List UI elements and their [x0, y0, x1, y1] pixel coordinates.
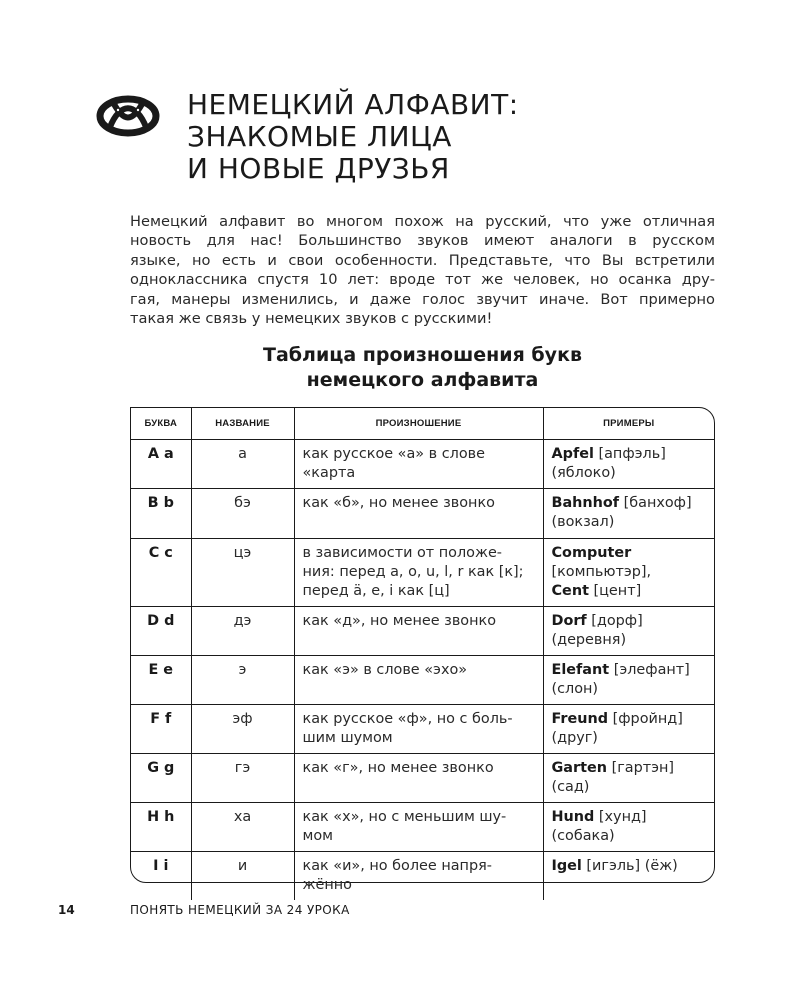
pronunciation-line: в зависимости от положе-	[302, 545, 502, 561]
example-line	[552, 513, 707, 532]
table-row	[131, 852, 714, 901]
letter-name-cell: ха	[191, 803, 294, 852]
letter-cell: C c	[131, 539, 191, 607]
column-header-examples: ПРИМЕРЫ	[543, 408, 714, 440]
pronunciation-line: жённо	[302, 877, 352, 893]
pronunciation-line: как русское «а» в слове	[302, 446, 485, 462]
table-row	[131, 489, 714, 539]
example-transcription: [банхоф]	[619, 495, 692, 511]
pronunciation-cell	[294, 607, 543, 656]
chapter-title	[187, 89, 519, 185]
examples-cell	[543, 656, 714, 705]
examples-cell	[543, 607, 714, 656]
letter-cell: H h	[131, 803, 191, 852]
examples-cell	[543, 489, 714, 539]
letter-name-cell: дэ	[191, 607, 294, 656]
chapter-title-line: ЗНАКОМЫЕ ЛИЦА	[187, 120, 452, 153]
running-footer: ПОНЯТЬ НЕМЕЦКИЙ ЗА 24 УРОКА	[130, 903, 350, 917]
example-line	[552, 827, 707, 846]
example-transcription: (собака)	[551, 828, 615, 844]
letter-cell: I i	[131, 852, 191, 901]
example-transcription: (яблоко)	[551, 465, 616, 481]
example-word: Apfel	[551, 446, 594, 462]
table-title-line: немецкого алфавита	[306, 369, 539, 391]
pronunciation-cell	[294, 803, 543, 852]
example-transcription: [игэль] (ёж)	[581, 858, 678, 874]
example-transcription: [элефант]	[609, 662, 690, 678]
example-transcription: [цент]	[588, 583, 642, 599]
example-transcription: [гартэн]	[607, 760, 675, 776]
example-word: Computer	[551, 545, 632, 561]
example-line	[552, 631, 707, 650]
intro-line: гая, манеры изменились, и даже голос звучит иначе. Вот примерно	[130, 290, 715, 308]
pronunciation-line: перед ä, e, i как [ц]	[302, 583, 450, 599]
examples-cell	[543, 539, 714, 607]
letter-cell: E e	[131, 656, 191, 705]
example-word: Igel	[551, 858, 582, 874]
example-line	[552, 494, 707, 513]
pretzel-icon	[96, 94, 160, 138]
pronunciation-cell	[294, 852, 543, 901]
letter-name-cell: цэ	[191, 539, 294, 607]
example-transcription: (слон)	[551, 681, 599, 697]
column-header-pronunciation: ПРОИЗНОШЕНИЕ	[294, 408, 543, 440]
table-row	[131, 607, 714, 656]
table-row	[131, 539, 714, 607]
example-word: Garten	[551, 760, 608, 776]
letter-cell: G g	[131, 754, 191, 803]
pronunciation-line: шим шумом	[302, 730, 393, 746]
examples-cell	[543, 803, 714, 852]
pronunciation-cell	[294, 539, 543, 607]
pronunciation-line: «карта	[302, 465, 356, 481]
intro-line: Немецкий алфавит во многом похож на русский, что уже отличная	[130, 213, 715, 230]
example-line	[552, 582, 707, 601]
example-line	[552, 445, 707, 464]
examples-cell	[543, 754, 714, 803]
example-line	[552, 759, 707, 778]
table-row	[131, 440, 714, 489]
example-transcription: [компьютэр],	[551, 564, 652, 580]
letter-name-cell: и	[191, 852, 294, 901]
table-title	[130, 343, 715, 393]
pronunciation-cell	[294, 656, 543, 705]
letter-cell: A a	[131, 440, 191, 489]
intro-line: новость для нас! Большинство звуков имеют аналоги в русском	[130, 232, 715, 250]
table-row	[131, 803, 714, 852]
example-transcription: (сад)	[551, 779, 590, 795]
letter-name-cell: а	[191, 440, 294, 489]
example-word: Cent	[551, 583, 589, 599]
example-line	[552, 612, 707, 631]
example-transcription: [хунд]	[594, 809, 647, 825]
letter-cell: B b	[131, 489, 191, 539]
example-line	[552, 680, 707, 699]
pronunciation-cell	[294, 705, 543, 754]
table-header-row	[131, 408, 714, 440]
column-header-letter: БУКВА	[131, 408, 191, 440]
example-word: Elefant	[551, 662, 610, 678]
chapter-title-line: И НОВЫЕ ДРУЗЬЯ	[187, 152, 450, 185]
example-transcription: [дорф]	[586, 613, 643, 629]
pronunciation-line: как русское «ф», но с боль-	[302, 711, 513, 727]
page-number: 14	[58, 903, 75, 917]
table-row	[131, 754, 714, 803]
pronunciation-line: как «х», но с меньшим шу-	[302, 809, 507, 825]
pronunciation-line: как «д», но менее звонко	[302, 613, 497, 629]
example-line	[552, 544, 707, 563]
example-line	[552, 778, 707, 797]
example-transcription: [фройнд]	[608, 711, 683, 727]
letter-name-cell: э	[191, 656, 294, 705]
column-header-name: НАЗВАНИЕ	[191, 408, 294, 440]
letter-name-cell: гэ	[191, 754, 294, 803]
table-body	[131, 440, 714, 901]
examples-cell	[543, 440, 714, 489]
table-row	[131, 656, 714, 705]
example-word: Bahnhof	[551, 495, 620, 511]
pronunciation-line: как «б», но менее звонко	[302, 495, 495, 511]
example-line	[552, 661, 707, 680]
alphabet-table	[130, 407, 715, 893]
example-transcription: [апфэль]	[593, 446, 666, 462]
pronunciation-line: как «г», но менее звонко	[302, 760, 494, 776]
example-word: Hund	[551, 809, 595, 825]
pronunciation-cell	[294, 440, 543, 489]
letter-name-cell: эф	[191, 705, 294, 754]
pronunciation-line: ния: перед a, o, u, l, r как [к];	[302, 564, 524, 580]
example-transcription: (вокзал)	[551, 514, 615, 530]
examples-cell	[543, 705, 714, 754]
example-line	[552, 729, 707, 748]
example-line	[552, 808, 707, 827]
pronunciation-line: мом	[302, 828, 334, 844]
table-row	[131, 705, 714, 754]
examples-cell	[543, 852, 714, 901]
example-line	[552, 710, 707, 729]
table-title-line: Таблица произношения букв	[262, 344, 582, 366]
example-line	[552, 857, 707, 876]
intro-line: языке, но есть и свои особенности. Представьте, что Вы встретили	[130, 251, 715, 269]
example-transcription: (деревня)	[551, 632, 627, 648]
example-line	[552, 464, 707, 483]
pronunciation-cell	[294, 754, 543, 803]
letter-cell: F f	[131, 705, 191, 754]
example-transcription: (друг)	[551, 730, 598, 746]
intro-line: такая же связь у немецких звуков с русскими!	[130, 310, 493, 328]
pronunciation-cell	[294, 489, 543, 539]
chapter-title-line: НЕМЕЦКИЙ АЛФАВИТ:	[187, 88, 519, 121]
pronunciation-line: как «и», но более напря-	[302, 858, 492, 874]
letter-cell: D d	[131, 607, 191, 656]
intro-paragraph	[130, 212, 715, 328]
example-word: Dorf	[551, 613, 587, 629]
example-word: Freund	[551, 711, 609, 727]
example-line	[552, 563, 707, 582]
letter-name-cell: бэ	[191, 489, 294, 539]
intro-line: одноклассника спустя 10 лет: вроде тот же человек, но осанка дру-	[130, 271, 715, 289]
pronunciation-line: как «э» в слове «эхо»	[302, 662, 468, 678]
